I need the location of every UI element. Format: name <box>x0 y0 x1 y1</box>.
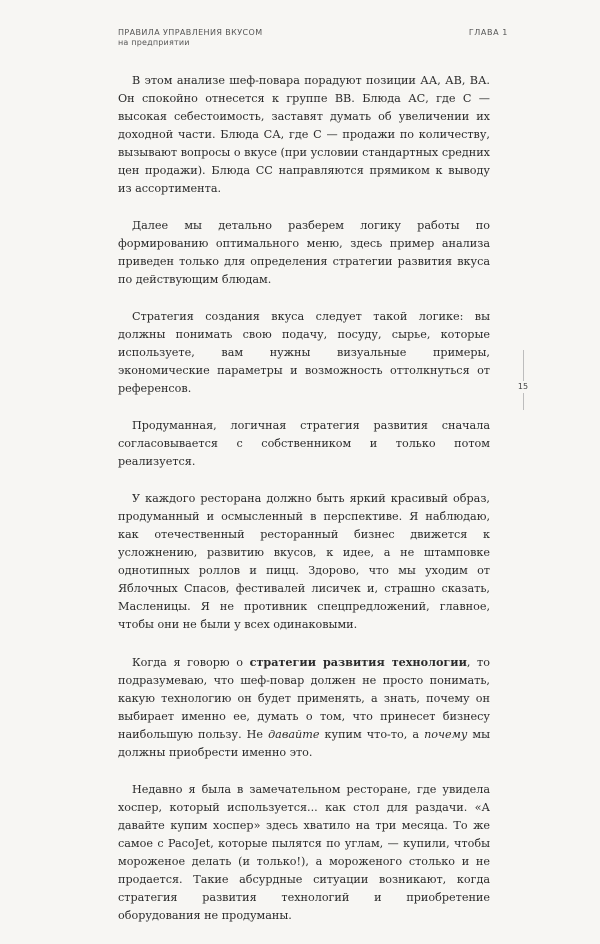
chapter-label: ГЛАВА 1 <box>468 28 508 37</box>
book-subtitle: на предприятии <box>118 38 190 47</box>
paragraph-text: В этом анализе шеф-повара порадуют позиции АА, АВ, ВА. Он спокойно отнесется к группе ВВ. Блюда АС, где С — высокая себестоимость, заставят думать об увеличении их доходной части. Блюда СА, где С — продажи по количеству, вызывают вопросы о вкусе (при условии стандартных средних цен продажи). Блюда СС направляются прямиком к выводу из ассортимента. <box>118 74 490 195</box>
paragraph-text: мы должны приобрести именно это. <box>118 728 490 759</box>
paragraph-text: купим что-то, а <box>319 728 425 741</box>
paragraph <box>118 781 490 925</box>
emphasis-bold: стратегии развития технологии <box>249 655 467 669</box>
body-text <box>118 72 490 944</box>
emphasis-italic: давайте <box>268 728 320 741</box>
running-header <box>118 28 263 48</box>
paragraph-text: Далее мы детально разберем логику работы по формированию оптимального меню, здесь пример анализа приведен только для определения стратегии развития вкуса по действующим блюдам. <box>118 219 490 286</box>
paragraph <box>118 72 490 198</box>
paragraph-text: Стратегия создания вкуса следует такой логике: вы должны понимать свою подачу, посуду, сырье, которые используете, вам нужны визуальные примеры, экономические параметры и возможность оттолкнуться от референсов. <box>118 310 490 395</box>
paragraph-text: , то подразумеваю, что шеф-повар должен не просто понимать, какую технологию он будет применять, а знать, почему он выбирает именно ее, думать о том, что принесет бизнесу наибольшую пользу. Не <box>118 656 490 741</box>
paragraph-text: Продуманная, логичная стратегия развития сначала согласовывается с собственником и только потом реализуется. <box>118 419 490 468</box>
paragraph <box>118 653 490 762</box>
paragraph-text: Недавно я была в замечательном ресторане, где увидела хоспер, который используется... как стол для раздачи. «А давайте купим хоспер» здесь хватило на три месяца. То же самое с PacoJet, которые пылятся по углам, — купили, чтобы мороженое делать (и только!), а мороженого столько и не продается. Такие абсурдные ситуации возникают, когда стратегия развития технологий и приобретение оборудования не продуманы. <box>118 783 490 922</box>
paragraph-text: У каждого ресторана должно быть яркий красивый образ, продуманный и осмысленный в перспективе. Я наблюдаю, как отечественный ресторанный бизнес движется к усложнению, развитию вкусов, к идее, а не штамповке однотипных роллов и пицц. Здорово, что мы уходим от Яблочных Спасов, фестивалей лисичек и, страшно сказать, Масленицы. Я не противник спецпредложений, главное, чтобы они не были у всех одинаковыми. <box>118 492 490 631</box>
margin-rule <box>523 350 524 410</box>
paragraph-text: Когда я говорю о <box>132 656 250 669</box>
page-number: 15 <box>512 381 534 393</box>
book-title: ПРАВИЛА УПРАВЛЕНИЯ ВКУСОМ <box>118 28 263 37</box>
paragraph <box>118 308 490 398</box>
emphasis-italic: почему <box>424 728 468 741</box>
paragraph <box>118 217 490 289</box>
paragraph <box>118 417 490 471</box>
paragraph <box>118 490 490 634</box>
